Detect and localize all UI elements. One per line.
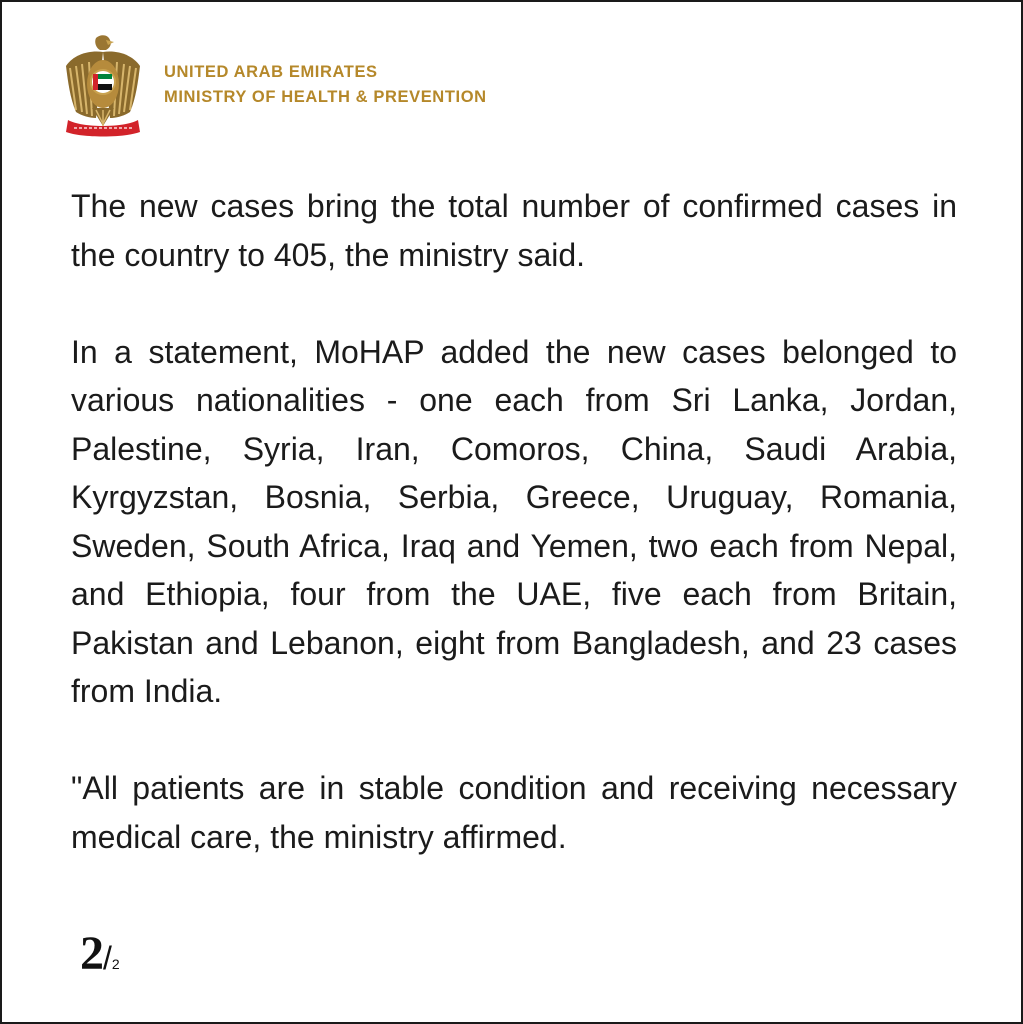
page-separator: / <box>103 940 112 976</box>
org-name <box>164 60 487 110</box>
page-current: 2 <box>80 927 104 980</box>
page-total: 2 <box>111 956 120 972</box>
page-indicator <box>80 927 120 980</box>
header <box>62 32 487 138</box>
paragraph-total-cases: The new cases bring the total number of confirmed cases in the country to 405, the ministry said. <box>71 188 957 273</box>
uae-falcon-emblem-icon <box>62 32 144 138</box>
org-country: UNITED ARAB EMIRATES <box>164 63 378 81</box>
paragraph-patient-condition: "All patients are in stable condition and receiving necessary medical care, the ministry affirmed. <box>71 770 957 855</box>
article-body <box>71 182 957 910</box>
paragraph-nationalities: In a statement, MoHAP added the new cases belonged to various nationalities - one each from Sri Lanka, Jordan, Palestine, Syria, Iran, Comoros, China, Saudi Arabia, Kyrgyzstan, Bosnia, Serbia, Greece, Uruguay, Romania, Sweden, South Africa, Iraq and Yemen, two each from Nepal, and Ethiopia, four from the UAE, five each from Britain, Pakistan and Lebanon, eight from Bangladesh, and 23 cases from India. <box>71 333 957 709</box>
org-ministry: MINISTRY OF HEALTH & PREVENTION <box>164 88 487 106</box>
